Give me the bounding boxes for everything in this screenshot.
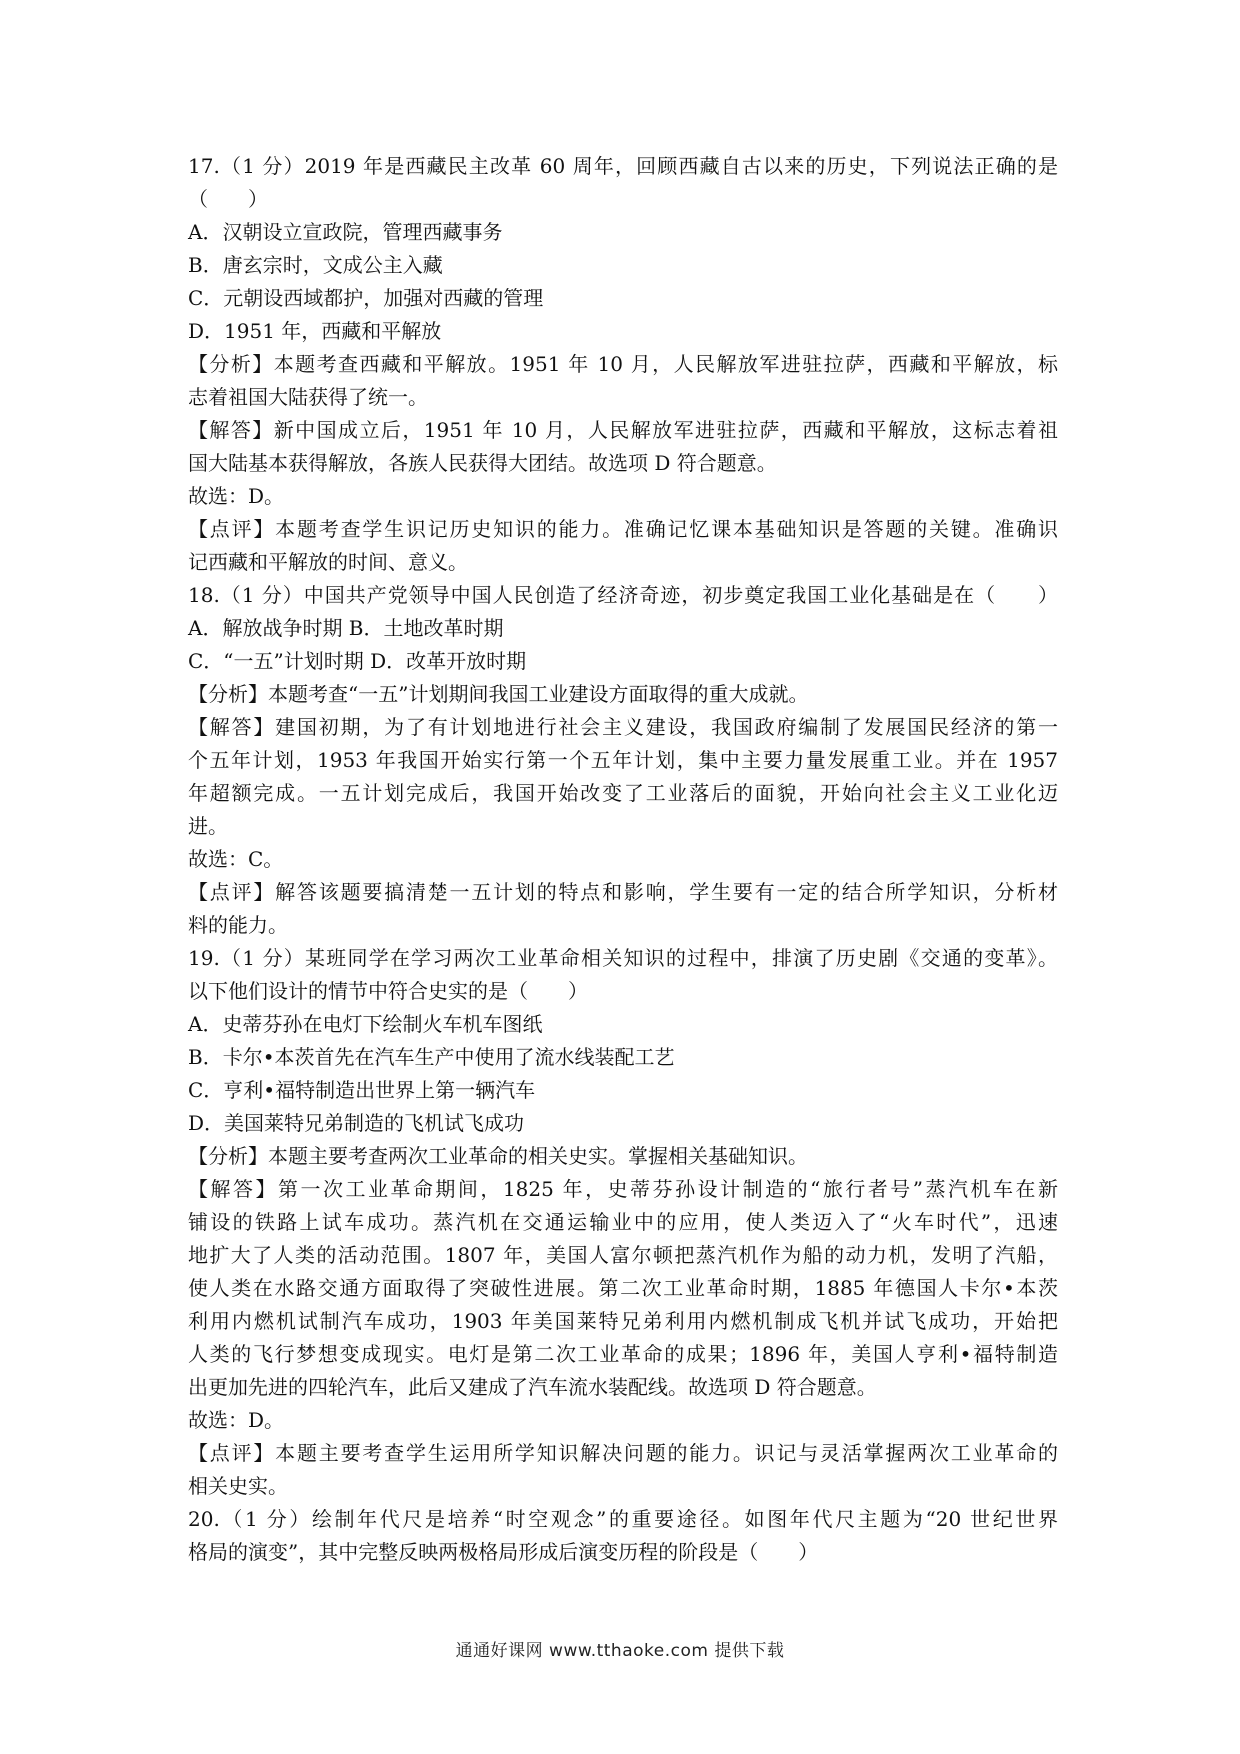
comment-text: 【点评】本题主要考查学生运用所学知识解决问题的能力。识记与灵活掌握两次工业革命的 bbox=[188, 1441, 1058, 1465]
question-stem: 17.（1 分）2019 年是西藏民主改革 60 周年，回顾西藏自古以来的历史，下列说法正确的是 bbox=[188, 154, 1058, 178]
option-d: D．美国莱特兄弟制造的飞机试飞成功 bbox=[188, 1111, 525, 1135]
option-c: C．元朝设西域都护，加强对西藏的管理 bbox=[188, 286, 544, 310]
solution-text: 人类的飞行梦想变成现实。电灯是第二次工业革命的成果；1896 年，美国人亨利•福特制造 bbox=[188, 1342, 1058, 1366]
option-c: C．亨利•福特制造出世界上第一辆汽车 bbox=[188, 1078, 536, 1102]
solution-text: 出更加先进的四轮汽车，此后又建成了汽车流水装配线。故选项 D 符合题意。 bbox=[188, 1375, 877, 1399]
analysis-text: 【分析】本题考查“一五”计划期间我国工业建设方面取得的重大成就。 bbox=[188, 682, 809, 706]
analysis-text: 【分析】本题考查西藏和平解放。1951 年 10 月，人民解放军进驻拉萨，西藏和平解放，标 bbox=[188, 352, 1058, 376]
solution-text: 【解答】建国初期，为了有计划地进行社会主义建设，我国政府编制了发展国民经济的第一 bbox=[188, 715, 1058, 739]
solution-text: 年超额完成。一五计划完成后，我国开始改变了工业落后的面貌，开始向社会主义工业化迈 bbox=[188, 781, 1058, 805]
question-19 bbox=[188, 942, 1058, 1503]
solution-text: 国大陆基本获得解放，各族人民获得大团结。故选项 D 符合题意。 bbox=[188, 451, 777, 475]
solution-text: 【解答】第一次工业革命期间，1825 年，史蒂芬孙设计制造的“旅行者号”蒸汽机车在新 bbox=[188, 1177, 1058, 1201]
question-17 bbox=[188, 150, 1058, 579]
answer-text: 故选：C。 bbox=[188, 847, 284, 871]
solution-text: 【解答】新中国成立后，1951 年 10 月，人民解放军进驻拉萨，西藏和平解放，这标志着祖 bbox=[188, 418, 1058, 442]
question-stem: 以下他们设计的情节中符合史实的是（ ） bbox=[188, 979, 588, 1003]
question-stem: 格局的演变”，其中完整反映两极格局形成后演变历程的阶段是（ ） bbox=[188, 1540, 819, 1564]
answer-text: 故选：D。 bbox=[188, 484, 285, 508]
solution-text: 使人类在水路交通方面取得了突破性进展。第二次工业革命时期，1885 年德国人卡尔•本茨 bbox=[188, 1276, 1058, 1300]
comment-text: 料的能力。 bbox=[188, 913, 288, 937]
solution-text: 铺设的铁路上试车成功。蒸汽机在交通运输业中的应用，使人类迈入了“火车时代”，迅速 bbox=[188, 1210, 1058, 1234]
comment-text: 相关史实。 bbox=[188, 1474, 288, 1498]
document-page bbox=[188, 150, 1058, 1569]
question-20 bbox=[188, 1503, 1058, 1569]
analysis-text: 【分析】本题主要考查两次工业革命的相关史实。掌握相关基础知识。 bbox=[188, 1144, 808, 1168]
comment-text: 【点评】解答该题要搞清楚一五计划的特点和影响，学生要有一定的结合所学知识，分析材 bbox=[188, 880, 1058, 904]
comment-text: 【点评】本题考查学生识记历史知识的能力。准确记忆课本基础知识是答题的关键。准确识 bbox=[188, 517, 1058, 541]
option-a: A．汉朝设立宣政院，管理西藏事务 bbox=[188, 220, 503, 244]
solution-text: 利用内燃机试制汽车成功，1903 年美国莱特兄弟利用内燃机制成飞机并试飞成功，开始把 bbox=[188, 1309, 1058, 1333]
options-ab: A．解放战争时期 B．土地改革时期 bbox=[188, 616, 504, 640]
solution-text: 地扩大了人类的活动范围。1807 年，美国人富尔顿把蒸汽机作为船的动力机，发明了汽船， bbox=[188, 1243, 1058, 1267]
option-d: D．1951 年，西藏和平解放 bbox=[188, 319, 442, 343]
question-stem: 20.（1 分）绘制年代尺是培养“时空观念”的重要途径。如图年代尺主题为“20 世纪世界 bbox=[188, 1507, 1058, 1531]
solution-text: 进。 bbox=[188, 814, 228, 838]
option-a: A．史蒂芬孙在电灯下绘制火车机车图纸 bbox=[188, 1012, 543, 1036]
solution-text: 个五年计划，1953 年我国开始实行第一个五年计划，集中主要力量发展重工业。并在 1957 bbox=[188, 748, 1058, 772]
option-b: B．卡尔•本茨首先在汽车生产中使用了流水线装配工艺 bbox=[188, 1045, 675, 1069]
option-b: B．唐玄宗时，文成公主入藏 bbox=[188, 253, 443, 277]
question-stem: 18.（1 分）中国共产党领导中国人民创造了经济奇迹，初步奠定我国工业化基础是在（ ） bbox=[188, 583, 1058, 607]
question-stem: 19.（1 分）某班同学在学习两次工业革命相关知识的过程中，排演了历史剧《交通的变革》。 bbox=[188, 946, 1058, 970]
question-18 bbox=[188, 579, 1058, 942]
answer-text: 故选：D。 bbox=[188, 1408, 285, 1432]
page-footer: 通通好课网 www.tthaoke.com 提供下载 bbox=[455, 1641, 785, 1661]
options-cd: C．“一五”计划时期 D．改革开放时期 bbox=[188, 649, 527, 673]
analysis-text: 志着祖国大陆获得了统一。 bbox=[188, 385, 428, 409]
comment-text: 记西藏和平解放的时间、意义。 bbox=[188, 550, 468, 574]
question-stem-bracket: （ ） bbox=[188, 187, 268, 211]
